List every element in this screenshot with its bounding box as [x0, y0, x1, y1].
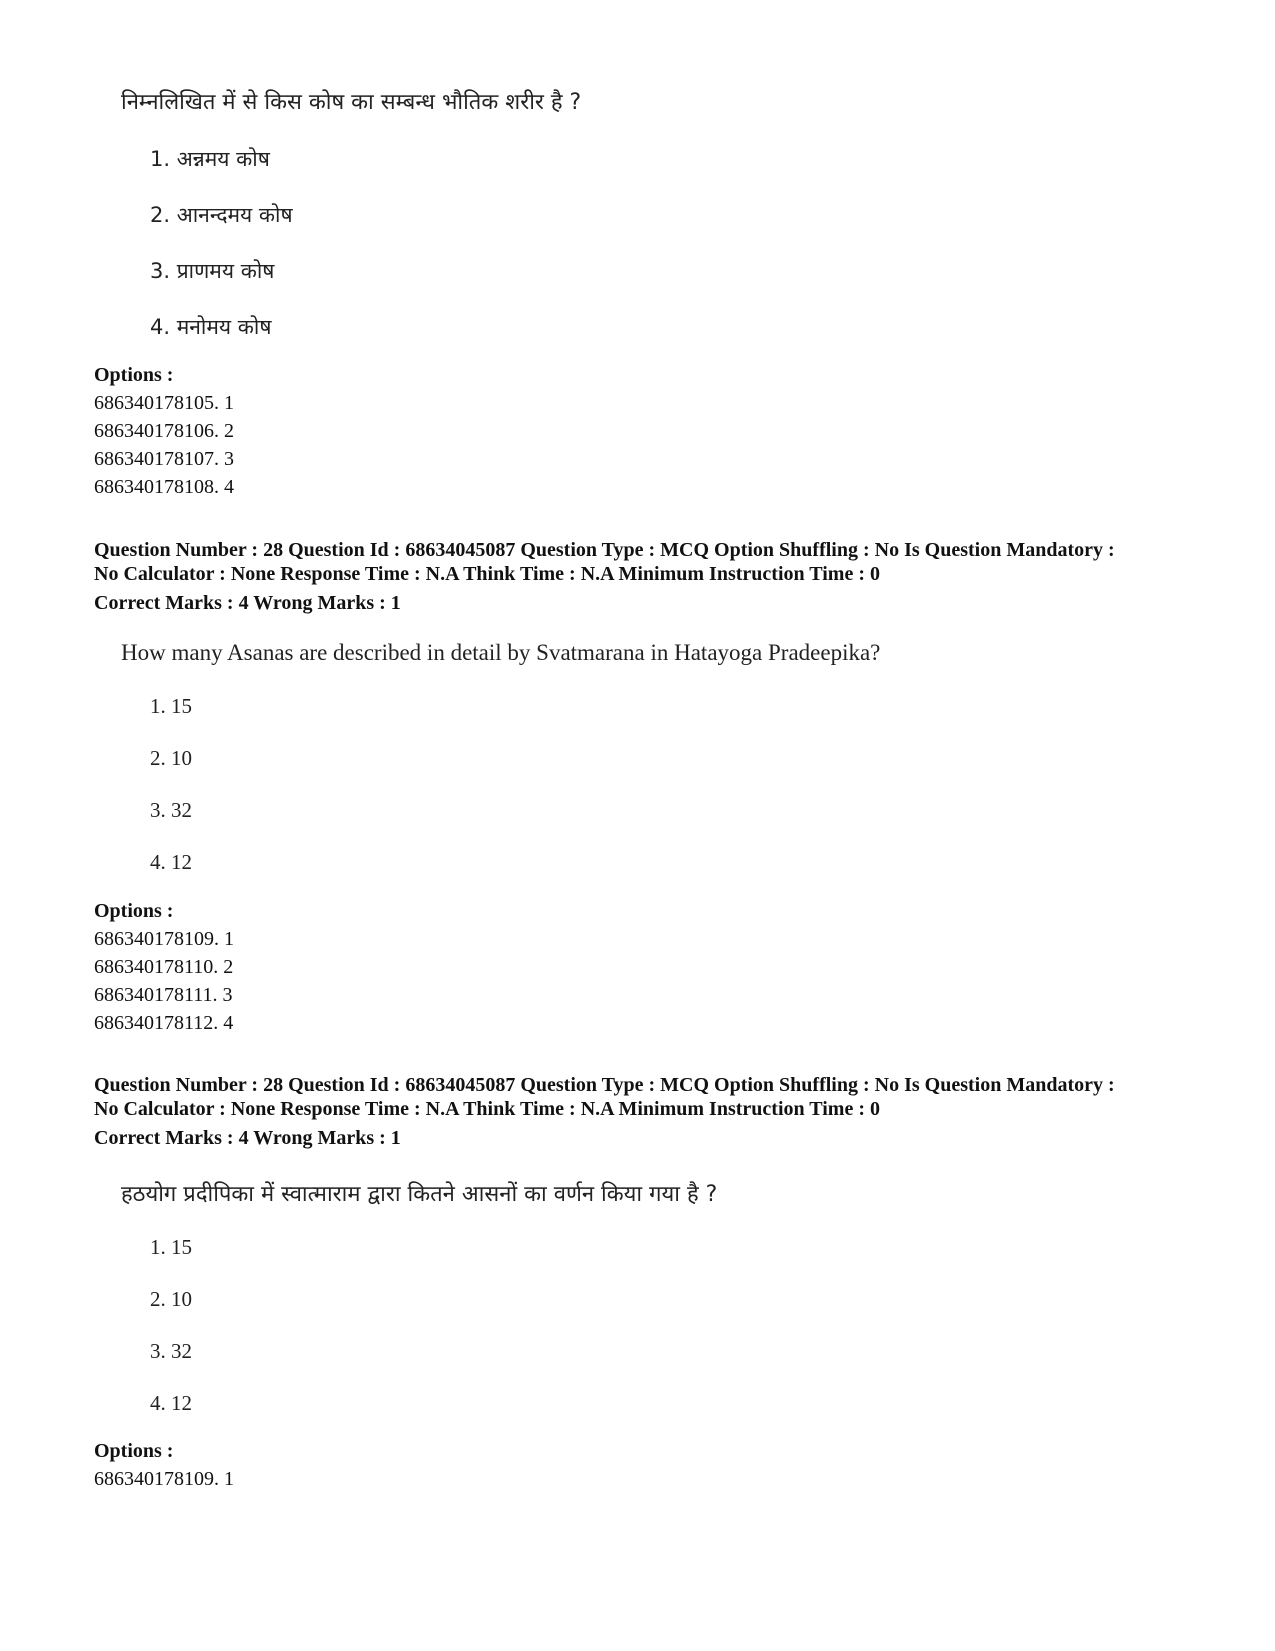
options-label: Options : — [94, 900, 174, 922]
option-id-line: 686340178107. 3 — [94, 448, 234, 470]
choice-item: 3. 32 — [150, 1339, 192, 1363]
choice-item: 1. अन्नमय कोष — [150, 147, 270, 171]
option-id-line: 686340178112. 4 — [94, 1012, 234, 1034]
options-label: Options : — [94, 1440, 174, 1462]
question-text: निम्नलिखित में से किस कोष का सम्बन्ध भौतिक शरीर है ? — [121, 90, 582, 115]
option-id-line: 686340178110. 2 — [94, 956, 234, 978]
option-id-line: 686340178109. 1 — [94, 1468, 234, 1490]
options-label: Options : — [94, 364, 174, 386]
choice-item: 4. मनोमय कोष — [150, 315, 272, 339]
choice-item: 4. 12 — [150, 1391, 192, 1415]
choice-item: 2. 10 — [150, 746, 192, 770]
question-meta-line: No Calculator : None Response Time : N.A Think Time : N.A Minimum Instruction Time : 0 — [94, 563, 880, 585]
choice-item: 3. 32 — [150, 798, 192, 822]
option-id-line: 686340178111. 3 — [94, 984, 233, 1006]
option-id-line: 686340178109. 1 — [94, 928, 234, 950]
question-meta-line: No Calculator : None Response Time : N.A Think Time : N.A Minimum Instruction Time : 0 — [94, 1098, 880, 1120]
question-meta-line: Question Number : 28 Question Id : 68634045087 Question Type : MCQ Option Shuffling : No Is Question Mandatory : — [94, 1074, 1115, 1096]
choice-item: 2. 10 — [150, 1287, 192, 1311]
question-meta-line: Question Number : 28 Question Id : 68634045087 Question Type : MCQ Option Shuffling : No Is Question Mandatory : — [94, 539, 1115, 561]
option-id-line: 686340178105. 1 — [94, 392, 234, 414]
question-text: How many Asanas are described in detail by Svatmarana in Hatayoga Pradeepika? — [121, 640, 881, 665]
marks-line: Correct Marks : 4 Wrong Marks : 1 — [94, 592, 401, 614]
option-id-line: 686340178106. 2 — [94, 420, 234, 442]
choice-item: 2. आनन्दमय कोष — [150, 203, 293, 227]
option-id-line: 686340178108. 4 — [94, 476, 234, 498]
question-text: हठयोग प्रदीपिका में स्वात्माराम द्वारा कितने आसनों का वर्णन किया गया है ? — [121, 1182, 718, 1207]
marks-line: Correct Marks : 4 Wrong Marks : 1 — [94, 1127, 401, 1149]
choice-item: 1. 15 — [150, 1235, 192, 1259]
choice-item: 4. 12 — [150, 850, 192, 874]
choice-item: 1. 15 — [150, 694, 192, 718]
choice-item: 3. प्राणमय कोष — [150, 259, 275, 283]
